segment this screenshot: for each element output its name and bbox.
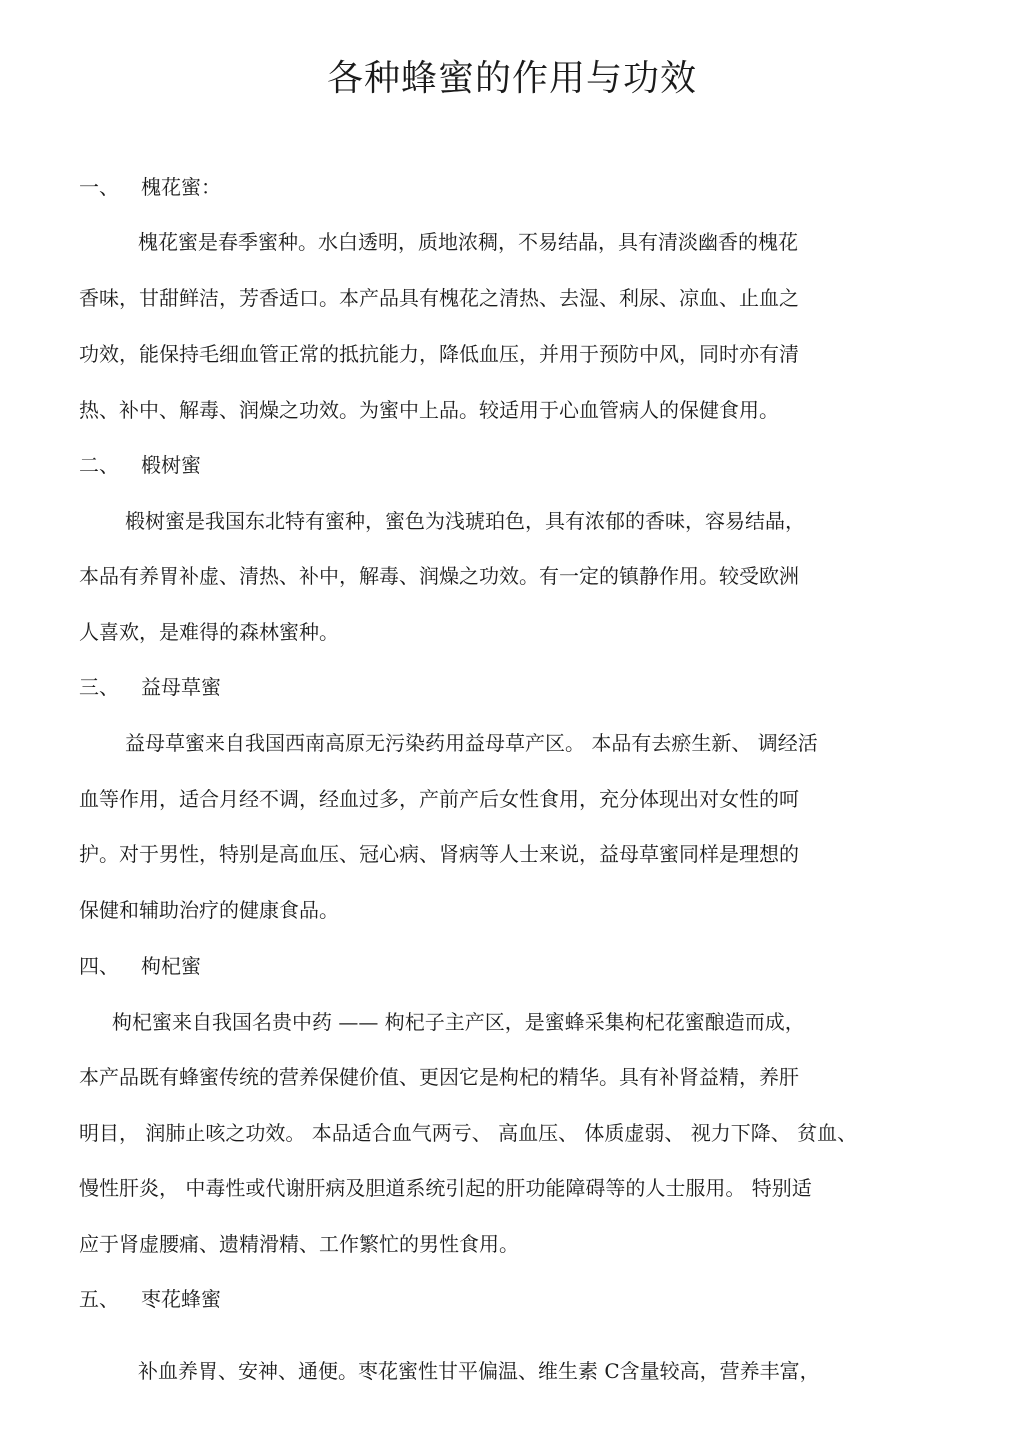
paragraph-line: 应于肾虚腰痛、遗精滑精、工作繁忙的男性食用。 — [79, 1232, 519, 1256]
paragraph-line: 椴树蜜是我国东北特有蜜种，蜜色为浅琥珀色，具有浓郁的香味，容易结晶， — [125, 509, 805, 533]
document-title: 各种蜂蜜的作用与功效 — [326, 58, 697, 99]
section-heading — [79, 952, 201, 980]
section-heading — [79, 1285, 221, 1313]
paragraph-line: 热、补中、解毒、润燥之功效。为蜜中上品。较适用于心血管病人的保健食用。 — [79, 398, 779, 422]
paragraph-line: 补血养胃、安神、通便。枣花蜜性甘平偏温、维生素 C含量较高，营养丰富， — [138, 1359, 820, 1383]
paragraph-line: 人喜欢，是难得的森林蜜种。 — [79, 620, 339, 644]
section-number: 一、 — [79, 175, 119, 199]
section-title: 槐花蜜： — [141, 175, 221, 199]
paragraph-line: 血等作用，适合月经不调，经血过多，产前产后女性食用，充分体现出对女性的呵 — [79, 787, 799, 811]
paragraph-line: 明目， 润肺止咳之功效。 本品适合血气两亏、 高血压、 体质虚弱、 视力下降、 贫血、 — [79, 1121, 858, 1145]
paragraph-line: 枸杞蜜来自我国名贵中药 —— 枸杞子主产区，是蜜蜂采集枸杞花蜜酿造而成， — [112, 1010, 805, 1034]
section-heading — [79, 451, 201, 479]
section-heading — [79, 673, 221, 701]
section-number: 四、 — [79, 954, 119, 978]
paragraph-line: 本产品既有蜂蜜传统的营养保健价值、更因它是枸杞的精华。具有补肾益精，养肝 — [79, 1065, 799, 1089]
section-heading — [79, 173, 221, 201]
section-number: 二、 — [79, 453, 119, 477]
paragraph-line: 护。对于男性，特别是高血压、冠心病、肾病等人士来说，益母草蜜同样是理想的 — [79, 842, 799, 866]
section-title: 椴树蜜 — [141, 453, 201, 477]
section-title: 枣花蜂蜜 — [141, 1287, 221, 1311]
section-title: 益母草蜜 — [141, 675, 221, 699]
paragraph-line: 槐花蜜是春季蜜种。水白透明，质地浓稠，不易结晶，具有清淡幽香的槐花 — [138, 230, 798, 254]
paragraph-line: 本品有养胃补虚、清热、补中，解毒、润燥之功效。有一定的镇静作用。较受欧洲 — [79, 564, 799, 588]
section-number: 五、 — [79, 1287, 119, 1311]
section-title: 枸杞蜜 — [141, 954, 201, 978]
paragraph-line: 香味，甘甜鲜洁，芳香适口。本产品具有槐花之清热、去湿、利尿、凉血、止血之 — [79, 286, 799, 310]
paragraph-line: 慢性肝炎， 中毒性或代谢肝病及胆道系统引起的肝功能障碍等的人士服用。 特别适 — [79, 1176, 812, 1200]
section-number: 三、 — [79, 675, 119, 699]
paragraph-line: 功效，能保持毛细血管正常的抵抗能力，降低血压，并用于预防中风，同时亦有清 — [79, 342, 799, 366]
paragraph-line: 保健和辅助治疗的健康食品。 — [79, 898, 339, 922]
paragraph-line: 益母草蜜来自我国西南高原无污染药用益母草产区。 本品有去瘀生新、 调经活 — [125, 731, 818, 755]
